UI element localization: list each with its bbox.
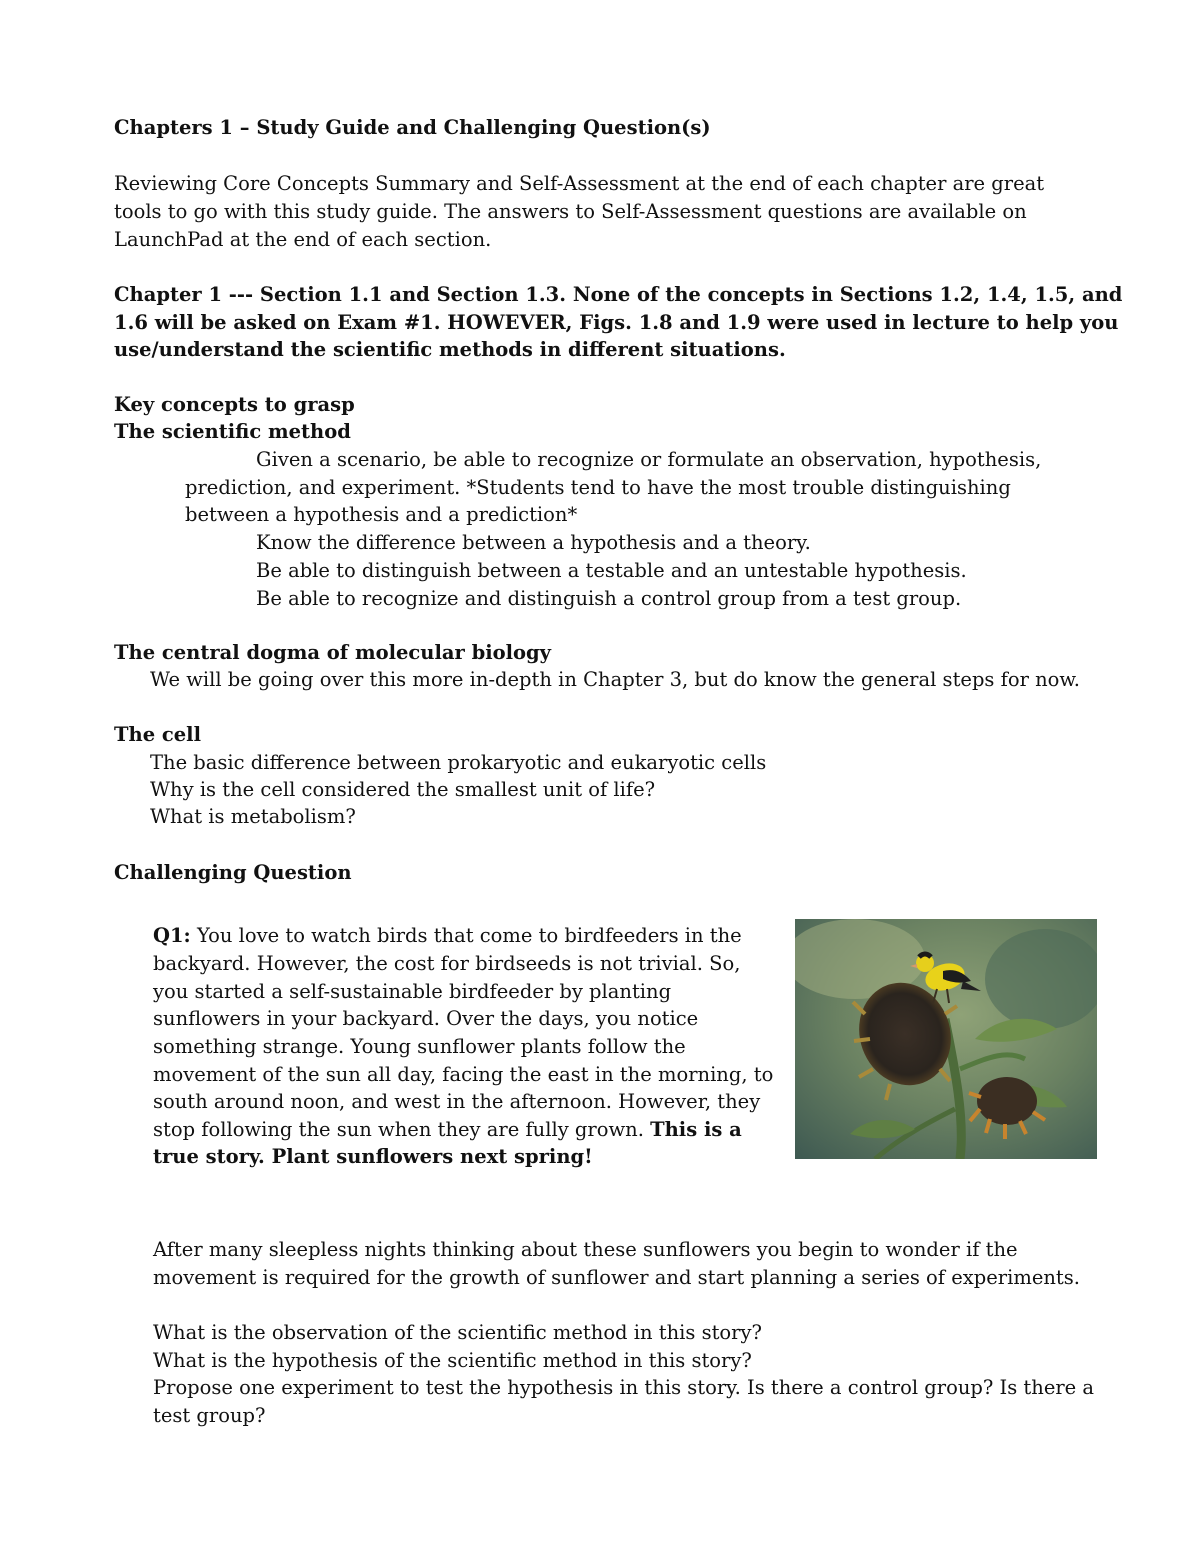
q1-bold-text: This is a: [650, 1118, 742, 1141]
goldfinch-sunflower-photo: [795, 919, 1097, 1159]
page-title: Chapters 1 – Study Guide and Challenging Question(s): [114, 116, 711, 139]
question-line: What is the observation of the scientific method in this story?: [153, 1321, 762, 1344]
cell-line: The basic difference between prokaryotic and eukaryotic cells: [150, 751, 767, 774]
scientific-method-line: prediction, and experiment. *Students tend to have the most trouble distinguishing: [185, 476, 1011, 499]
cell-line: What is metabolism?: [150, 805, 356, 828]
q1-text: You love to watch birds that come to birdfeeders in the: [190, 924, 742, 947]
q1-line: sunflowers in your backyard. Over the days, you notice: [153, 1007, 699, 1030]
scientific-method-line: between a hypothesis and a prediction*: [185, 503, 578, 526]
intro-line: tools to go with this study guide. The answers to Self-Assessment questions are available on: [114, 200, 1027, 223]
q1-bold-line: true story. Plant sunflowers next spring!: [153, 1145, 593, 1168]
q1-line: backyard. However, the cost for birdseeds is not trivial. So,: [153, 952, 741, 975]
scientific-method-line: Know the difference between a hypothesis and a theory.: [256, 531, 811, 554]
q1-line: [153, 1119, 742, 1141]
chapter-note-line: Chapter 1 --- Section 1.1 and Section 1.3. None of the concepts in Sections 1.2, 1.4, 1.5, and: [114, 283, 1123, 306]
cell-line: Why is the cell considered the smallest unit of life?: [150, 778, 656, 801]
q1-label: Q1:: [153, 924, 191, 947]
scientific-method-line: Given a scenario, be able to recognize or formulate an observation, hypothesis,: [256, 448, 1042, 471]
q1-line: south around noon, and west in the afternoon. However, they: [153, 1090, 761, 1113]
q1-text: stop following the sun when they are fully grown.: [153, 1118, 651, 1141]
scientific-method-heading: The scientific method: [114, 420, 351, 443]
q1-line: something strange. Young sunflower plants follow the: [153, 1035, 686, 1058]
question-line: What is the hypothesis of the scientific method in this story?: [153, 1349, 752, 1372]
question-line: Propose one experiment to test the hypothesis in this story. Is there a control group? Is there a: [153, 1376, 1095, 1399]
q1-line: movement of the sun all day, facing the east in the morning, to: [153, 1063, 774, 1086]
central-dogma-line: We will be going over this more in-depth in Chapter 3, but do know the general steps for now.: [150, 668, 1080, 691]
key-concepts-heading: Key concepts to grasp: [114, 393, 355, 416]
chapter-note-line: 1.6 will be asked on Exam #1. HOWEVER, Figs. 1.8 and 1.9 were used in lecture to help you: [114, 311, 1119, 334]
wonder-line: After many sleepless nights thinking about these sunflowers you begin to wonder if the: [153, 1238, 1018, 1261]
intro-line: Reviewing Core Concepts Summary and Self-Assessment at the end of each chapter are great: [114, 172, 1045, 195]
cell-heading: The cell: [114, 723, 201, 746]
wonder-line: movement is required for the growth of sunflower and start planning a series of experiments.: [153, 1266, 1080, 1289]
scientific-method-line: Be able to distinguish between a testable and an untestable hypothesis.: [256, 559, 967, 582]
scientific-method-line: Be able to recognize and distinguish a control group from a test group.: [256, 587, 962, 610]
q1-line: you started a self-sustainable birdfeeder by planting: [153, 980, 672, 1003]
q1-line: [153, 925, 742, 947]
chapter-note-line: use/understand the scientific methods in different situations.: [114, 338, 786, 361]
challenging-question-heading: Challenging Question: [114, 861, 352, 884]
question-line: test group?: [153, 1404, 266, 1427]
central-dogma-heading: The central dogma of molecular biology: [114, 641, 552, 664]
intro-line: LaunchPad at the end of each section.: [114, 228, 492, 251]
